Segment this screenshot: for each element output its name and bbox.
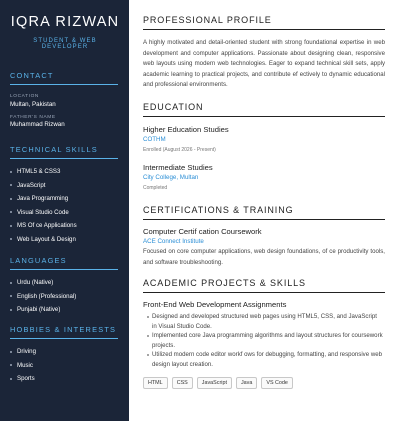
certification-title: Computer Certif cation Coursework bbox=[143, 227, 262, 236]
bullet-icon bbox=[10, 295, 12, 297]
skill-tags bbox=[143, 377, 293, 389]
list-item: Implemented core Java programming algorithms and layout structures for coursework projects. bbox=[147, 331, 383, 350]
contact-heading: CONTACT bbox=[10, 71, 118, 85]
list-item: Java Programming bbox=[10, 192, 118, 206]
bullet-icon bbox=[10, 309, 12, 311]
skills-section bbox=[10, 145, 118, 246]
tag: HTML bbox=[143, 377, 168, 389]
father-label: FATHER'S NAME bbox=[10, 114, 56, 120]
education-school: City College, Multan bbox=[143, 174, 199, 181]
bullet-icon bbox=[10, 378, 12, 380]
education-title: Intermediate Studies bbox=[143, 163, 213, 172]
project-title: Front-End Web Development Assignments bbox=[143, 300, 287, 309]
contact-section bbox=[10, 71, 118, 128]
bullet-icon bbox=[10, 364, 12, 366]
location-label: LOCATION bbox=[10, 94, 39, 99]
education-meta: Completed bbox=[143, 185, 168, 191]
location-value: Multan, Pakistan bbox=[10, 100, 56, 108]
list-item: Driving bbox=[10, 345, 118, 359]
education-heading: EDUCATION bbox=[143, 102, 385, 117]
skills-list bbox=[10, 165, 118, 246]
list-item: JavaScript bbox=[10, 179, 118, 193]
tag: JavaScript bbox=[197, 377, 232, 389]
list-item: Visual Studio Code bbox=[10, 206, 118, 220]
hobbies-section bbox=[10, 325, 118, 386]
education-title: Higher Education Studies bbox=[143, 125, 229, 134]
profile-text: A highly motivated and detail-oriented student with strong foundational expertise in web development and computer applications. Passionate about designing clean, responsive web layouts using modern web technologies. Eager to expand technical skill sets, apply academic learning to practical projects, and contribute ef ectively to dynamic educational and professional environments. bbox=[143, 39, 385, 88]
hobbies-list bbox=[10, 345, 118, 386]
list-item: Designed and developed structured web pages using HTML5, CSS, and JavaScript in Visual Studio Code. bbox=[147, 312, 383, 331]
tag: CSS bbox=[172, 377, 193, 389]
tag: Java bbox=[236, 377, 257, 389]
certifications-heading: CERTIFICATIONS & TRAINING bbox=[143, 205, 385, 220]
skills-heading: TECHNICAL SKILLS bbox=[10, 145, 118, 159]
candidate-name: IQRA RIZWAN bbox=[10, 14, 120, 30]
list-item: Sports bbox=[10, 372, 118, 386]
education-meta: Enrolled (August 2026 - Present) bbox=[143, 147, 216, 153]
bullet-icon bbox=[10, 225, 12, 227]
hobbies-heading: HOBBIES & INTERESTS bbox=[10, 325, 118, 339]
project-bullets bbox=[147, 312, 383, 370]
languages-heading: LANGUAGES bbox=[10, 256, 118, 270]
bullet-icon bbox=[10, 184, 12, 186]
list-item: Urdu (Native) bbox=[10, 276, 118, 290]
list-item: Web Layout & Design bbox=[10, 233, 118, 247]
bullet-icon bbox=[10, 238, 12, 240]
bullet-icon bbox=[10, 351, 12, 353]
bullet-icon bbox=[10, 198, 12, 200]
projects-heading: ACADEMIC PROJECTS & SKILLS bbox=[143, 278, 385, 293]
list-item: English (Professional) bbox=[10, 290, 118, 304]
profile-heading: PROFESSIONAL PROFILE bbox=[143, 15, 385, 30]
list-item: Punjabi (Native) bbox=[10, 303, 118, 317]
education-school: COTHM bbox=[143, 136, 166, 143]
list-item: Music bbox=[10, 359, 118, 373]
father-value: Muhammad Rizwan bbox=[10, 121, 65, 128]
list-item: Utilized modern code editor workf ows for debugging, formatting, and responsive web design layout creation. bbox=[147, 350, 383, 369]
certification-institute: ACE Connect Institute bbox=[143, 238, 204, 245]
list-item: MS Of ce Applications bbox=[10, 219, 118, 233]
candidate-role: STUDENT & WEB DEVELOPER bbox=[33, 38, 97, 50]
list-item: HTML5 & CSS3 bbox=[10, 165, 118, 179]
certification-text: Focused on core computer applications, web design foundations, of ce productivity tools, and software troubleshooting. bbox=[143, 248, 385, 266]
languages-section bbox=[10, 256, 118, 317]
tag: VS Code bbox=[261, 377, 293, 389]
bullet-icon bbox=[10, 171, 12, 173]
bullet-icon bbox=[10, 282, 12, 284]
bullet-icon bbox=[10, 211, 12, 213]
languages-list bbox=[10, 276, 118, 317]
